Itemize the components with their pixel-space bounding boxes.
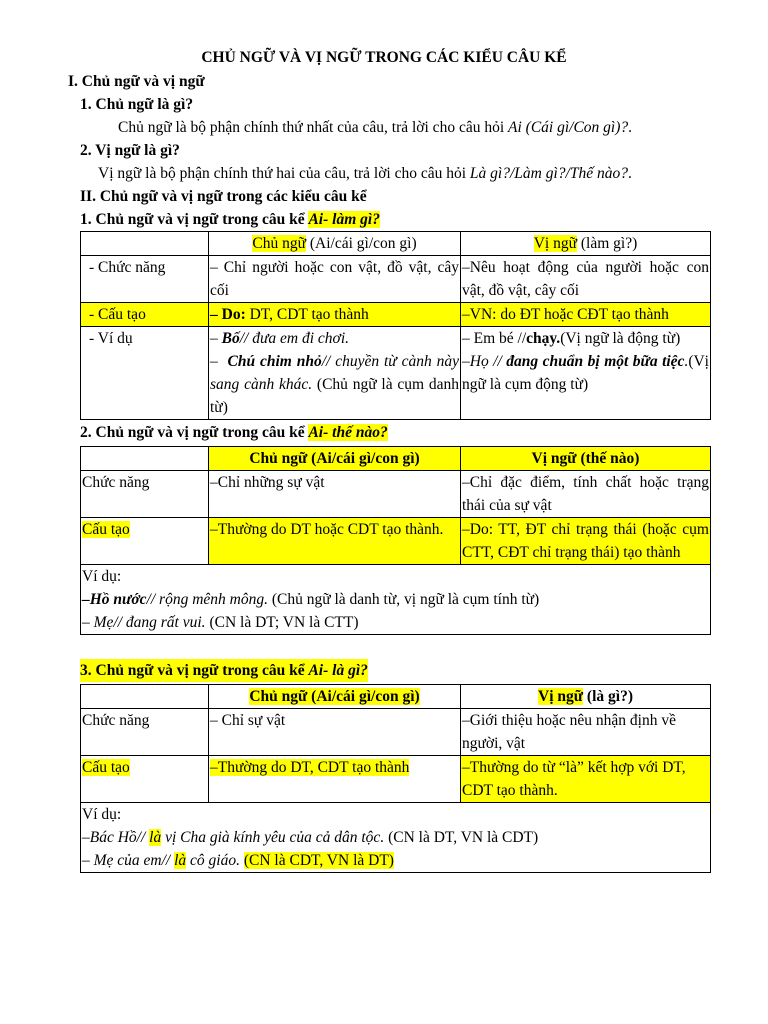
example-cha-gia: vị Cha già kính yêu của cả dân tộc. <box>161 829 385 846</box>
row-label-example: - Ví dụ <box>81 327 209 420</box>
cell-predicate-example <box>461 327 711 420</box>
header-empty-cell <box>81 232 209 256</box>
table-ai-la-gi <box>80 684 711 873</box>
table-header-row <box>81 232 711 256</box>
cell-subject-function: –Chỉ những sự vật <box>209 471 461 518</box>
cell-subject-function: – Chỉ người hoặc con vật, đồ vật, cây cối <box>209 256 461 303</box>
row-label-structure: Cấu tạo <box>82 521 130 538</box>
table-ai-lam-gi <box>80 231 711 420</box>
example-note-2: (CN là DT; VN là CTT) <box>209 614 359 631</box>
table-row-function <box>81 471 711 518</box>
cell-predicate-function: –Giới thiệu hoặc nêu nhận định về người, vật <box>461 709 711 756</box>
subject-example-2: – Chú chim nhỏ// chuyền từ cành này sang cành khác. (Chủ ngữ là cụm danh từ) <box>210 353 460 416</box>
subject-example-1: – Bố// đưa em đi chơi. <box>210 330 349 347</box>
cell-subject-structure: –Thường do DT hoặc CDT tạo thành. <box>209 518 461 565</box>
cell-predicate-structure: –Thường do từ “là” kết hợp với DT, CDT tạo thành. <box>461 756 711 803</box>
header-predicate: Vị ngữ (thế nào) <box>461 447 711 471</box>
examples-label: Ví dụ: <box>82 806 122 823</box>
subsection-3-highlight: Ai- là gì? <box>308 662 368 679</box>
header-predicate <box>461 685 711 709</box>
question-2-answer <box>98 162 632 185</box>
example-la-2: là <box>174 852 187 869</box>
example-note-ho: (Vị ngữ là cụm động từ) <box>462 353 709 393</box>
example-dang-chuan-bi: đang chuẩn bị một bữa tiệc <box>506 353 685 370</box>
example-me: – Mẹ// đang rất vui. <box>82 614 210 631</box>
example-subject-chim: Chú chim nhỏ <box>227 353 322 370</box>
cell-predicate-structure: –Do: TT, ĐT chỉ trạng thái (hoặc cụm CTT, CĐT chỉ trạng thái) tạo thành <box>461 518 711 565</box>
cell-examples <box>81 803 711 873</box>
example-note-2: (CN là CDT, VN là DT) <box>243 852 394 869</box>
example-rong: // rộng mênh mông. <box>146 591 268 608</box>
examples-label: Ví dụ: <box>82 568 122 585</box>
example-1 <box>82 588 709 611</box>
section-1-heading: I. Chủ ngữ và vị ngữ <box>68 73 205 90</box>
header-subject-highlight: Chủ ngữ <box>252 235 306 252</box>
table-row-structure <box>81 756 711 803</box>
example-ho: –Họ // <box>462 353 507 370</box>
header-predicate-highlight: Vị ngữ <box>533 235 577 252</box>
table-header-row <box>81 685 711 709</box>
example-2 <box>82 849 709 872</box>
cell-predicate-function: –Nêu hoạt động của người hoặc con vật, đồ vật, cây cối <box>461 256 711 303</box>
header-predicate-rest: (là gì?) <box>583 688 633 705</box>
table-row-example <box>81 565 711 635</box>
example-co-giao: cô giáo. <box>186 852 240 869</box>
cell-examples <box>81 565 711 635</box>
q2-italic: Là gì?/Làm gì?/Thế nào? <box>469 165 628 182</box>
example-2 <box>82 611 709 634</box>
cell-subject-function: – Chỉ sự vật <box>209 709 461 756</box>
header-empty-cell <box>81 447 209 471</box>
table-row-function <box>81 256 711 303</box>
header-predicate-highlight: Vị ngữ <box>538 688 584 705</box>
structure-do-label: – Do: <box>210 306 246 323</box>
q2-text: Vị ngữ là bộ phận chính thứ hai của câu, trả lời cho câu hỏi <box>98 165 470 182</box>
structure-subject-text: DT, CDT tạo thành <box>245 306 369 323</box>
example-subject-bo: Bố <box>221 330 240 347</box>
example-ho-nuoc: –Hồ nước <box>82 591 147 608</box>
example-me-cua-em: – Mẹ của em// <box>82 852 175 869</box>
q1-italic: Ai (Cái gì/Con gì)? <box>508 119 629 136</box>
header-subject <box>209 232 461 256</box>
table-row-function <box>81 709 711 756</box>
header-subject-rest: (Ai/cái gì/con gì) <box>306 235 417 252</box>
predicate-example-2 <box>462 350 709 396</box>
subsection-2-text: 2. Chủ ngữ và vị ngữ trong câu kể <box>80 424 309 441</box>
table-ai-the-nao <box>80 446 711 635</box>
cell-predicate-function: –Chỉ đặc điểm, tính chất hoặc trạng thái của sự vật <box>461 471 711 518</box>
header-empty-cell <box>81 685 209 709</box>
predicate-example-1 <box>462 327 709 350</box>
example-predicate-bo: // đưa em đi chơi. <box>239 330 349 347</box>
table-header-row <box>81 447 711 471</box>
table-row-structure <box>81 303 711 327</box>
question-1-heading: 1. Chủ ngữ là gì? <box>80 96 194 113</box>
subsection-1-highlight: Ai- làm gì? <box>308 211 380 228</box>
table-row-example <box>81 803 711 873</box>
subsection-1-heading <box>80 208 380 231</box>
row-label-structure: Cấu tạo <box>82 759 130 776</box>
example-la-1: là <box>149 829 162 846</box>
example-predicate-chim: // chuyền từ cành này sang cành khác. <box>210 353 460 393</box>
header-predicate-rest: (làm gì?) <box>577 235 638 252</box>
table-row-example <box>81 327 711 420</box>
cell-subject-example <box>209 327 461 420</box>
subsection-2-highlight: Ai- thế nào? <box>308 424 388 441</box>
subsection-2-heading <box>80 421 388 444</box>
cell-subject-structure <box>209 303 461 327</box>
row-label-structure-cell <box>81 756 209 803</box>
cell-predicate-structure: –VN: do ĐT hoặc CĐT tạo thành <box>461 303 711 327</box>
cell-subject-structure-cell <box>209 756 461 803</box>
header-subject: Chủ ngữ (Ai/cái gì/con gì) <box>209 447 461 471</box>
row-label-function: - Chức năng <box>81 256 209 303</box>
question-1-answer <box>118 116 632 139</box>
subsection-3-text: 3. Chủ ngữ và vị ngữ trong câu kể <box>80 662 309 679</box>
example-note-1: (Chủ ngữ là danh từ, vị ngữ là cụm tính từ) <box>267 591 540 608</box>
q1-end: . <box>628 119 633 136</box>
example-ho-end: . <box>684 353 689 370</box>
example-1 <box>82 826 709 849</box>
example-note-1: (CN là DT, VN là CDT) <box>384 829 539 846</box>
header-predicate <box>461 232 711 256</box>
example-note-chay: (Vị ngữ là động từ) <box>560 330 681 347</box>
document-title: CHỦ NGỮ VÀ VỊ NGỮ TRONG CÁC KIỂU CÂU KỂ <box>201 49 567 66</box>
row-label-structure: - Cấu tạo <box>81 303 209 327</box>
q1-text: Chủ ngữ là bộ phận chính thứ nhất của câu, trả lời cho câu hỏi <box>118 119 509 136</box>
row-label-function: Chức năng <box>81 471 209 518</box>
example-bac-ho: –Bác Hồ// <box>82 829 150 846</box>
q2-end: . <box>627 165 632 182</box>
section-2-heading: II. Chủ ngữ và vị ngữ trong các kiểu câu kể <box>80 188 367 205</box>
header-subject <box>209 685 461 709</box>
example-chay: chạy. <box>526 330 561 347</box>
example-note-chim: (Chủ ngữ là cụm danh từ) <box>210 376 460 416</box>
row-label-structure-cell <box>81 518 209 565</box>
example-embe: – Em bé // <box>462 330 527 347</box>
row-label-function: Chức năng <box>81 709 209 756</box>
header-subject-highlight: Chủ ngữ (Ai/cái gì/con gì) <box>249 688 420 705</box>
subsection-1-text: 1. Chủ ngữ và vị ngữ trong câu kể <box>80 211 309 228</box>
table-row-structure <box>81 518 711 565</box>
subsection-3-heading <box>80 659 368 682</box>
cell-subject-structure: –Thường do DT, CDT tạo thành <box>210 759 410 776</box>
question-2-heading: 2. Vị ngữ là gì? <box>80 142 180 159</box>
